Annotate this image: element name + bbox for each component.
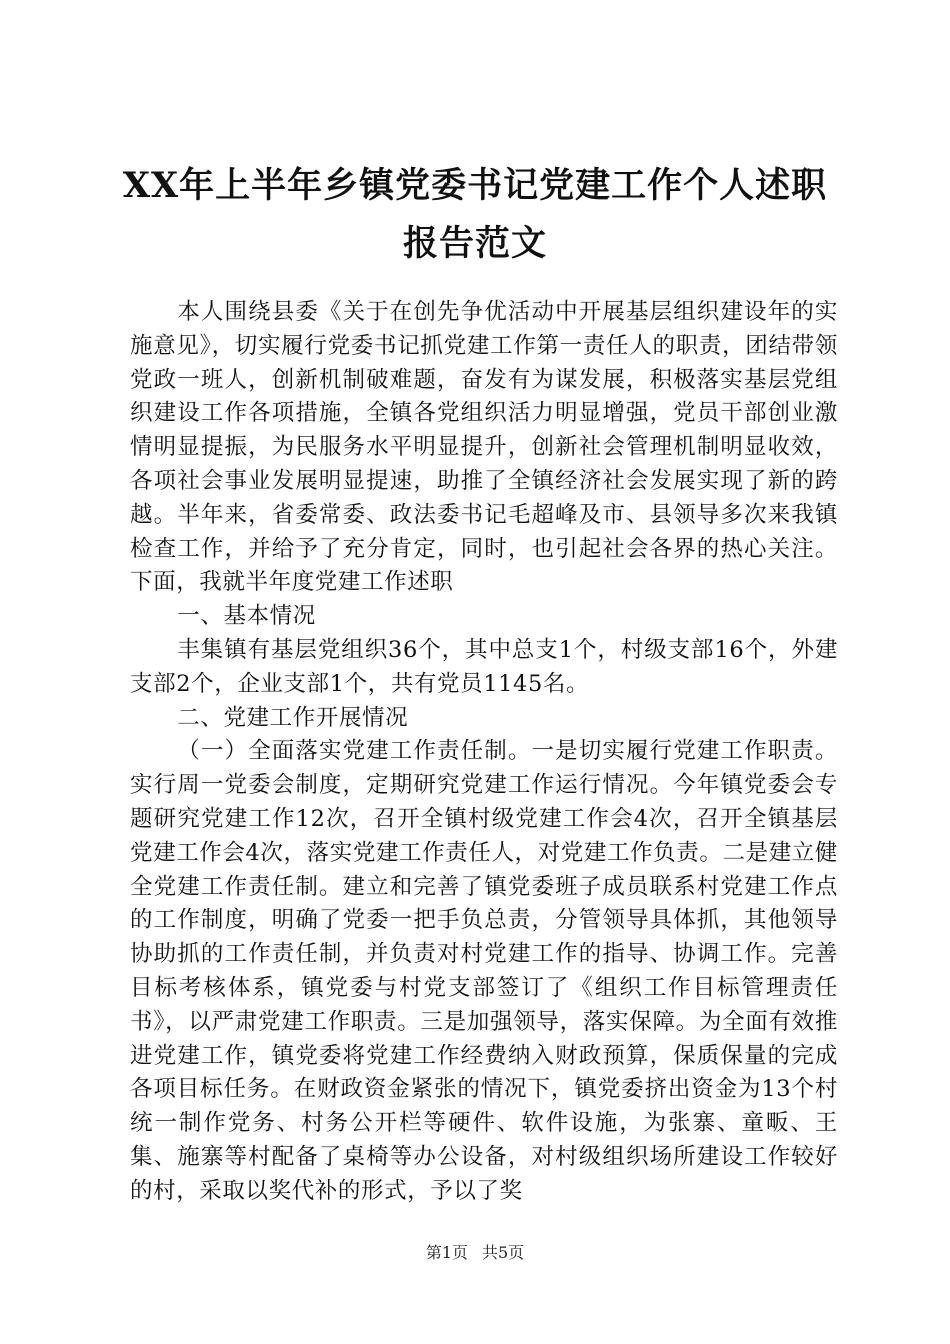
page-total: 共5页 (482, 1243, 525, 1262)
document-body (130, 296, 838, 1209)
page-number: 第1页 (425, 1243, 468, 1262)
document-title-line2: 报告范文 (402, 223, 547, 264)
section-heading-work: 二、党建工作开展情况 (177, 704, 409, 731)
basic-info-paragraph: 丰集镇有基层党组织36个，其中总支1个，村级支部16个，外建支部2个，企业支部1个，共有党员1145名。 (130, 636, 838, 697)
intro-paragraph: 本人围绕县委《关于在创先争优活动中开展基层组织建设年的实施意见》，切实履行党委书记抓党建工作第一责任人的职责，团结带领党政一班人，创新机制破难题，奋发有为谋发展，积极落实基层党组织建设工作各项措施，全镇各党组织活力明显增强，党员干部创业激情明显提振，为民服务水平明显提升，创新社会管理机制明显收效，各项社会事业发展明显提速，助推了全镇经济社会发展实现了新的跨越。半年来，省委常委、政法委书记毛超峰及市、县领导多次来我镇检查工作，并给予了充分肯定，同时，也引起社会各界的热心关注。下面，我就半年度党建工作述职 (130, 299, 838, 596)
section-heading-basic: 一、基本情况 (177, 603, 316, 630)
work-paragraph: （一）全面落实党建工作责任制。一是切实履行党建工作职责。实行周一党委会制度，定期研究党建工作运行情况。今年镇党委会专题研究党建工作12次，召开全镇村级党建工作会4次，召开全镇基层党建工作会4次，落实党建工作责任人，对党建工作负责。二是建立健全党建工作责任制。建立和完善了镇党委班子成员联系村党建工作点的工作制度，明确了党委一把手负总责，分管领导具体抓，其他领导协助抓的工作责任制，并负责对村党建工作的指导、协调工作。完善目标考核体系，镇党委与村党支部签订了《组织工作目标管理责任书》，以严肃党建工作职责。三是加强领导，落实保障。为全面有效推进党建工作，镇党委将党建工作经费纳入财政预算，保质保量的完成各项目标任务。在财政资金紧张的情况下，镇党委挤出资金为13个村统一制作党务、村务公开栏等硬件、软件设施，为张寨、童畈、王集、施寨等村配备了桌椅等办公设备，对村级组织场所建设工作较好的村，采取以奖代补的形式，予以了奖 (130, 738, 838, 1204)
document-title-line1: XX年上半年乡镇党委书记党建工作个人述职 (122, 165, 828, 206)
page-footer (0, 1245, 950, 1261)
